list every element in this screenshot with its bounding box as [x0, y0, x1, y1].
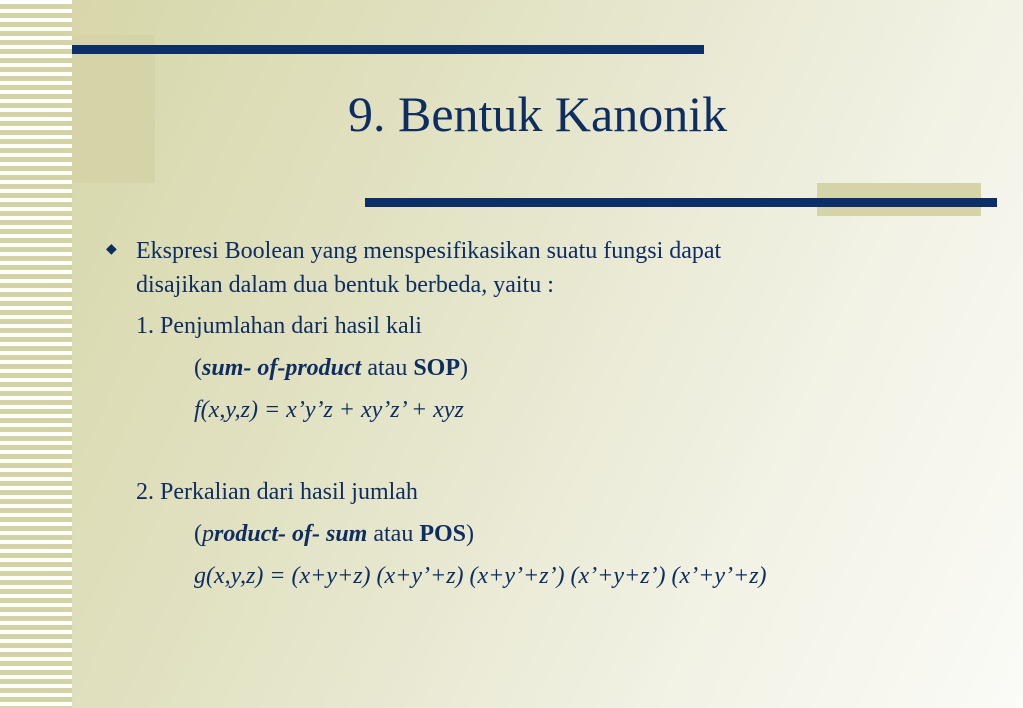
item1-connector: atau	[361, 355, 414, 381]
intro-line-2: disajikan dalam dua bentuk berbeda, yaitu :	[136, 272, 554, 298]
item2-term: roduct- of- sum	[214, 521, 368, 547]
slide-title: 9. Bentuk Kanonik	[348, 86, 728, 142]
intro-line-1: Ekspresi Boolean yang menspesifikasikan suatu fungsi dapat	[136, 238, 722, 264]
item2-paren-open: (	[194, 521, 202, 547]
item1-formula: f(x,y,z) = x’y’z + xy’z’ + xyz	[194, 397, 464, 423]
item2-connector: atau	[367, 521, 420, 547]
item1-term: sum- of-product	[202, 355, 362, 381]
item2-paren-close: )	[466, 521, 475, 547]
item2-formula: g(x,y,z) = (x+y+z) (x+y’+z) (x+y’+z’) (x’+y+z’) (x’+y’+z)	[194, 563, 767, 589]
item1-heading: 1. Penjumlahan dari hasil kali	[136, 313, 422, 339]
item2-term-p: p	[202, 521, 214, 547]
diamond-bullet-icon: ◆	[106, 242, 117, 257]
item1-term-line	[194, 353, 468, 383]
item1-paren-close: )	[460, 355, 469, 381]
item1-paren-open: (	[194, 355, 202, 381]
item1-abbr: SOP	[413, 355, 461, 381]
item2-heading: 2. Perkalian dari hasil jumlah	[136, 479, 418, 505]
item2-term-line	[194, 519, 474, 549]
item2-abbr: POS	[419, 521, 467, 547]
